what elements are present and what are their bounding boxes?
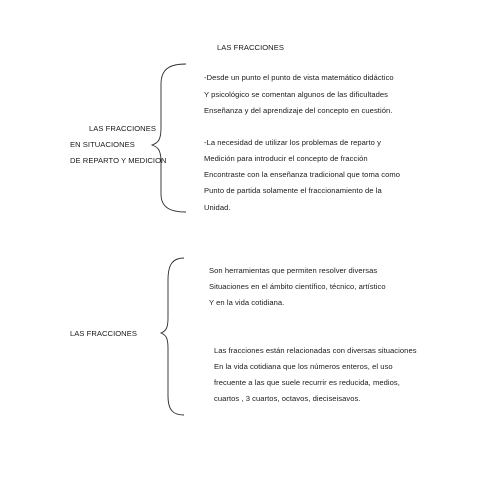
document-title: LAS FRACCIONES bbox=[217, 43, 284, 52]
section2-p1-line-1: Son herramientas que permiten resolver diversas bbox=[209, 266, 378, 275]
section2-p2-line-4: cuartos , 3 cuartos, octavos, dieciseisavos. bbox=[214, 394, 361, 403]
section1-p2-line-1: -La necesidad de utilizar los problemas de reparto y bbox=[204, 138, 381, 147]
section2-p1-line-2: Situaciones en el ámbito científico, técnico, artístico bbox=[209, 282, 386, 291]
section2-p2-line-1: Las fracciones están relacionadas con diversas situaciones bbox=[214, 346, 417, 355]
section1-label-line-2: EN SITUACIONES bbox=[70, 140, 135, 149]
section1-p1-line-2: Y psicológico se comentan algunos de las dificultades bbox=[204, 90, 389, 99]
section2-p1-line-3: Y en la vida cotidiana. bbox=[209, 298, 285, 307]
section1-p2-line-2: Medición para introducir el concepto de fracción bbox=[204, 154, 368, 163]
section1-label-line-1: LAS FRACCIONES bbox=[89, 124, 156, 133]
section2-p2-line-2: En la vida cotidiana que los números enteros, el uso bbox=[214, 362, 393, 371]
section1-p1-line-3: Enseñanza y del aprendizaje del concepto en cuestión. bbox=[204, 106, 393, 115]
section1-label-line-3: DE REPARTO Y MEDICION bbox=[70, 156, 167, 165]
section1-p2-line-4: Punto de partida solamente el fraccionamiento de la bbox=[204, 186, 382, 195]
section2-p2-line-3: frecuente a las que suele recurrir es reducida, medios, bbox=[214, 378, 400, 387]
section2-label: LAS FRACCIONES bbox=[70, 329, 137, 338]
section1-p2-line-5: Unidad. bbox=[204, 203, 231, 212]
section1-p1-line-1: -Desde un punto el punto de vista matemático didáctico bbox=[204, 73, 394, 82]
section1-p2-line-3: Encontraste con la enseñanza tradicional que toma como bbox=[204, 170, 401, 179]
